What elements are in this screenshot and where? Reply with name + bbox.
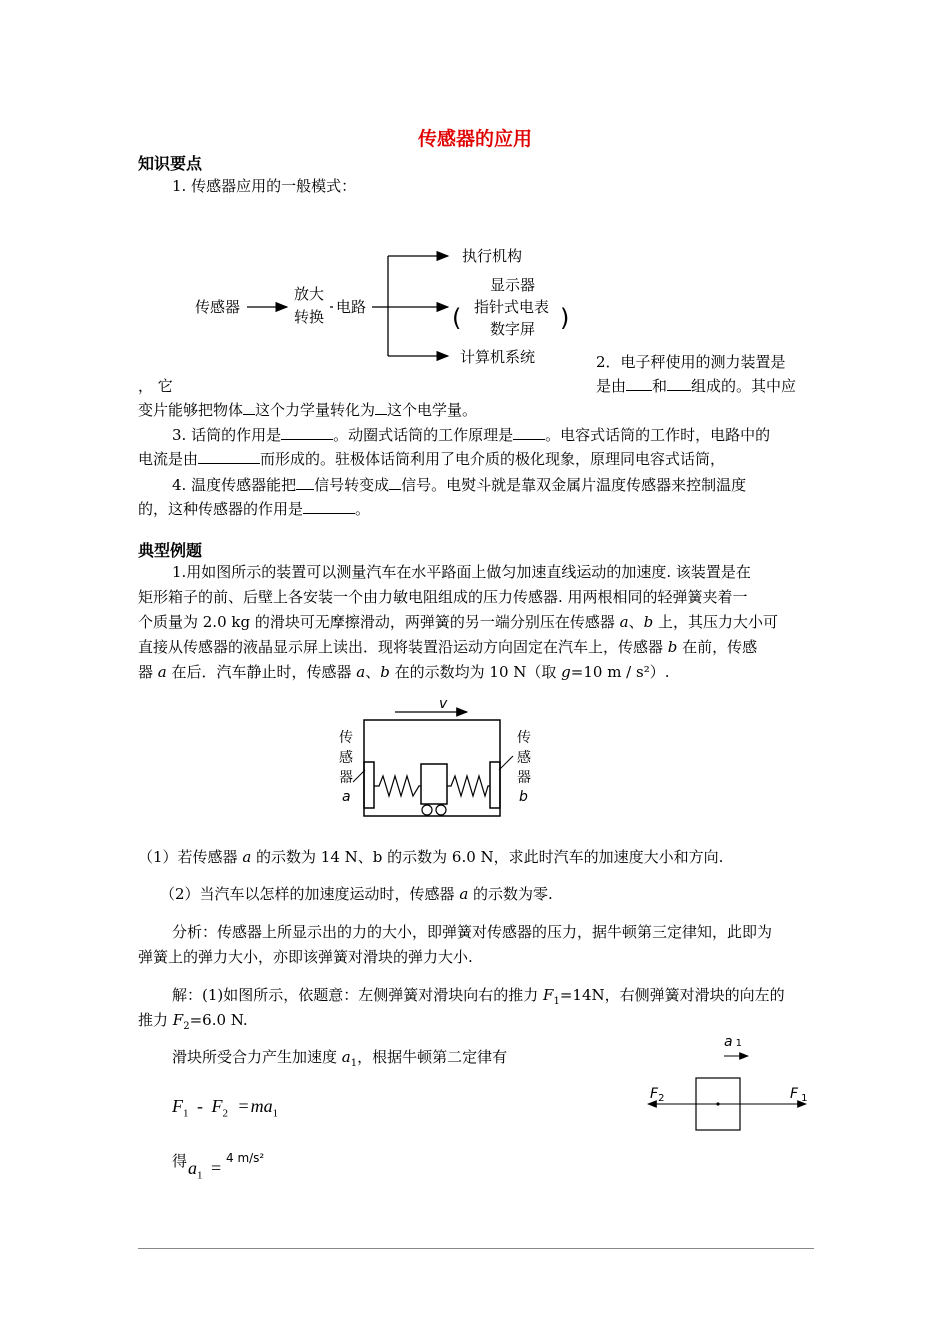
right-paren: ) bbox=[560, 304, 570, 332]
solution-line-3: 滑块所受合力产生加速度 $a_1$，根据牛顿第二定律有 bbox=[172, 1048, 508, 1069]
solution-line-2: 推力 $F_2=6.0$ N. bbox=[138, 1011, 248, 1032]
diagram-output-digital: 数字屏 bbox=[490, 320, 536, 338]
sensor-pattern-diagram bbox=[190, 232, 590, 372]
diagram-output-actuator: 执行机构 bbox=[462, 247, 523, 265]
velocity-label: v bbox=[439, 696, 448, 712]
paragraph-3-a: 3. 话筒的作用是 。动圈式话筒的工作原理是 。电容式话筒的工作时，电路中的 bbox=[172, 426, 771, 444]
diagram-output-display: 显示器 bbox=[490, 276, 536, 294]
footer-divider bbox=[138, 1248, 814, 1249]
paragraph-2-b: 是由 和 组成的。其中应 bbox=[596, 377, 797, 395]
left-sensor-char-3: 器 bbox=[339, 770, 353, 786]
diagram-output-computer: 计算机系统 bbox=[460, 348, 536, 366]
paragraph-3-b: 电流是由 而形成的。驻极体话筒利用了电介质的极化现象，原理同电容式话筒， bbox=[138, 450, 726, 468]
right-sensor-char-2: 感 bbox=[517, 750, 531, 766]
answer-blank[interactable] bbox=[303, 499, 355, 514]
wheel bbox=[436, 805, 446, 815]
paragraph-2-a: 2．电子秤使用的测力装置是 bbox=[596, 353, 786, 371]
diagram-amp-label-2: 转换 bbox=[294, 308, 325, 326]
answer-blank[interactable] bbox=[667, 376, 691, 391]
question-2: （2）当汽车以怎样的加速度运动时，传感器 a 的示数为零. bbox=[160, 885, 553, 903]
left-spring bbox=[374, 776, 421, 796]
example-line-5: 器 a 在后．汽车静止时，传感器 a、b 在的示数均为 10 N（取 g=10 m / s²）. bbox=[138, 663, 670, 681]
force-f2-label: $F_2$ bbox=[650, 1086, 665, 1104]
right-spring bbox=[447, 776, 490, 796]
force-diagram bbox=[640, 1030, 820, 1140]
answer-blank[interactable] bbox=[243, 400, 255, 415]
result-value: 4 m/s² bbox=[226, 1151, 265, 1165]
left-leader-line bbox=[353, 770, 365, 782]
paragraph-4-b: 的，这种传感器的作用是 。 bbox=[138, 500, 371, 518]
solution-line-1: 解：(1)如图所示，依题意：左侧弹簧对滑块向右的推力 $F_1=14N$，右侧弹簧对滑块的向左的 bbox=[172, 986, 785, 1007]
example-line-4: 直接从传感器的液晶显示屏上读出．现将装置沿运动方向固定在汽车上，传感器 b 在前，传感 bbox=[138, 638, 758, 656]
left-sensor-char-1: 传 bbox=[339, 730, 353, 746]
sensor-a-plate bbox=[364, 762, 374, 808]
newton-equation: $F_1 - F_2 = ma_1$ bbox=[172, 1096, 279, 1120]
answer-blank[interactable] bbox=[281, 425, 333, 440]
analysis-line-1: 分析：传感器上所显示出的力的大小，即弹簧对传感器的压力，据牛顿第三定律知，此即为 bbox=[172, 923, 773, 941]
answer-blank[interactable] bbox=[513, 425, 545, 440]
example-line-3: 个质量为 2.0 kg 的滑块可无摩擦滑动，两弹簧的另一端分别压在传感器 a、b 上，其压力大小可 bbox=[138, 613, 778, 631]
paragraph-2-c: 变片能够把物体 这个力学量转化为 这个电学量。 bbox=[138, 401, 478, 419]
left-paren: ( bbox=[452, 304, 462, 332]
force-f1-label: F $_1$ bbox=[790, 1086, 808, 1104]
paragraph-2-comma: ， 它 bbox=[138, 377, 173, 395]
question-1: （1）若传感器 a 的示数为 14 N、b 的示数为 6.0 N，求此时汽车的加速度大小和方向. bbox=[138, 848, 724, 866]
example-line-2: 矩形箱子的前、后壁上各安装一个由力敏电阻组成的压力传感器. 用两根相同的轻弹簧夹着一 bbox=[138, 588, 748, 606]
left-sensor-tag: a bbox=[342, 789, 351, 805]
paragraph-4-a: 4. 温度传感器能把 信号转变成 信号。电熨斗就是靠双金属片温度传感器来控制温度 bbox=[172, 476, 747, 494]
right-sensor-char-3: 器 bbox=[517, 770, 531, 786]
right-sensor-char-1: 传 bbox=[517, 730, 531, 746]
section-heading-examples: 典型例题 bbox=[138, 541, 203, 560]
wheel bbox=[422, 805, 432, 815]
diagram-output-meter: 指针式电表 bbox=[474, 298, 550, 316]
answer-blank[interactable] bbox=[375, 400, 387, 415]
answer-blank[interactable] bbox=[296, 475, 314, 490]
page-title: 传感器的应用 bbox=[417, 128, 532, 150]
answer-blank[interactable] bbox=[198, 449, 260, 464]
paragraph-1: 1. 传感器应用的一般模式： bbox=[172, 177, 357, 195]
accel-label: a 1 bbox=[724, 1034, 742, 1050]
diagram-circuit-label: 电路 bbox=[336, 298, 367, 316]
diagram-sensor-label: 传感器 bbox=[195, 298, 241, 316]
example-line-1: 1.用如图所示的装置可以测量汽车在水平路面上做匀加速直线运动的加速度. 该装置是在 bbox=[172, 563, 751, 581]
section-heading-knowledge: 知识要点 bbox=[138, 154, 203, 173]
sensor-b-plate bbox=[490, 762, 500, 808]
result-equation: $a_1$ = bbox=[188, 1158, 222, 1182]
right-leader-line bbox=[499, 756, 513, 770]
slider-block bbox=[421, 764, 447, 804]
center-point bbox=[716, 1102, 719, 1105]
accelerometer-box-diagram bbox=[335, 696, 545, 822]
answer-blank[interactable] bbox=[626, 376, 652, 391]
result-de: 得 bbox=[172, 1152, 188, 1170]
right-sensor-tag: b bbox=[519, 789, 528, 805]
left-sensor-char-2: 感 bbox=[339, 750, 353, 766]
diagram-amp-label-1: 放大 bbox=[294, 285, 325, 303]
answer-blank[interactable] bbox=[389, 475, 401, 490]
analysis-line-2: 弹簧上的弹力大小，亦即该弹簧对滑块的弹力大小. bbox=[138, 948, 473, 966]
